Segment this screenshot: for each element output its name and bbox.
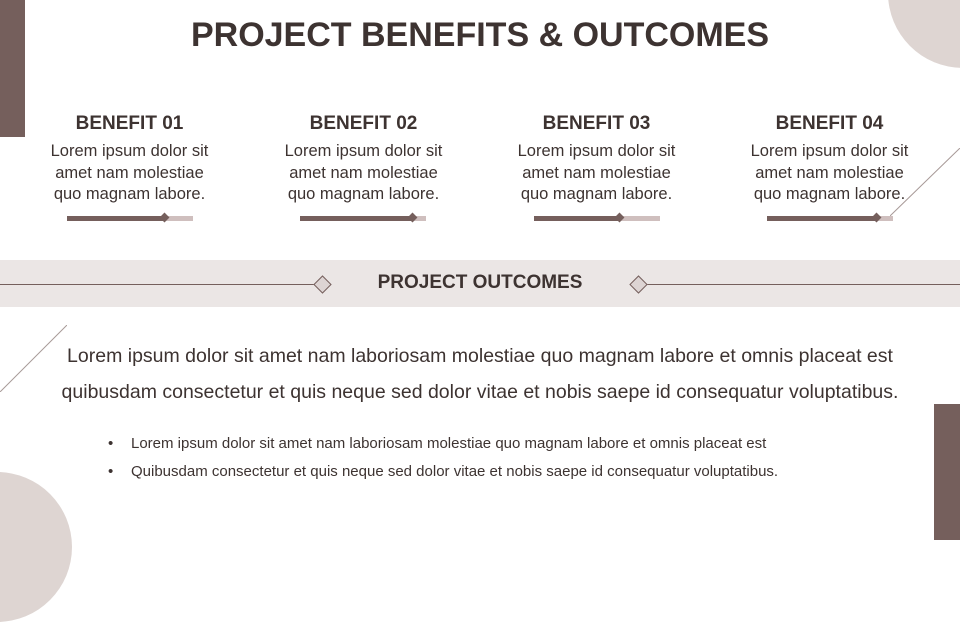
benefit-title: BENEFIT 01 bbox=[75, 113, 184, 134]
list-item bbox=[108, 458, 888, 486]
benefit-description: Lorem ipsum dolor sit amet nam molestiae quo magnam labore. bbox=[50, 142, 209, 203]
benefit-card-3 bbox=[480, 113, 713, 206]
decorative-bar-bottom-right bbox=[934, 404, 960, 540]
benefit-card-4 bbox=[713, 113, 946, 206]
bullet-glyph: • bbox=[108, 435, 114, 452]
decorative-circle-bottom-left bbox=[0, 472, 72, 622]
progress-fill bbox=[534, 216, 620, 221]
benefit-description: Lorem ipsum dolor sit amet nam molestiae quo magnam labore. bbox=[517, 142, 676, 203]
benefit-progress-bar-2 bbox=[300, 216, 426, 221]
outcomes-paragraph: Lorem ipsum dolor sit amet nam laboriosam molestiae quo magnam labore et omnis placeat est quibusdam consectetur et quis neque sed dolor vitae et nobis saepe id consequatur voluptatibus. bbox=[61, 345, 899, 403]
progress-fill bbox=[67, 216, 165, 221]
benefit-title: BENEFIT 03 bbox=[542, 113, 651, 134]
benefit-progress-bar-4 bbox=[767, 216, 893, 221]
outcomes-bullet-list bbox=[108, 430, 888, 486]
progress-fill bbox=[767, 216, 877, 221]
benefit-title: BENEFIT 02 bbox=[309, 113, 418, 134]
outcomes-title: PROJECT OUTCOMES bbox=[377, 272, 583, 293]
benefit-progress-bar-3 bbox=[534, 216, 660, 221]
bullet-text: Lorem ipsum dolor sit amet nam laboriosam molestiae quo magnam labore et omnis placeat est bbox=[131, 435, 767, 452]
page-title: PROJECT BENEFITS & OUTCOMES bbox=[190, 16, 770, 54]
benefit-description: Lorem ipsum dolor sit amet nam molestiae quo magnam labore. bbox=[750, 142, 909, 203]
list-item bbox=[108, 430, 888, 458]
benefit-progress-bar-1 bbox=[67, 216, 193, 221]
progress-fill bbox=[300, 216, 413, 221]
bullet-text: Quibusdam consectetur et quis neque sed dolor vitae et nobis saepe id consequatur voluptatibus. bbox=[131, 463, 779, 480]
benefit-description: Lorem ipsum dolor sit amet nam molestiae quo magnam labore. bbox=[284, 142, 443, 203]
benefit-title: BENEFIT 04 bbox=[775, 113, 884, 134]
benefit-card-2 bbox=[247, 113, 480, 206]
benefit-card-1 bbox=[13, 113, 246, 206]
bullet-glyph: • bbox=[108, 463, 114, 480]
